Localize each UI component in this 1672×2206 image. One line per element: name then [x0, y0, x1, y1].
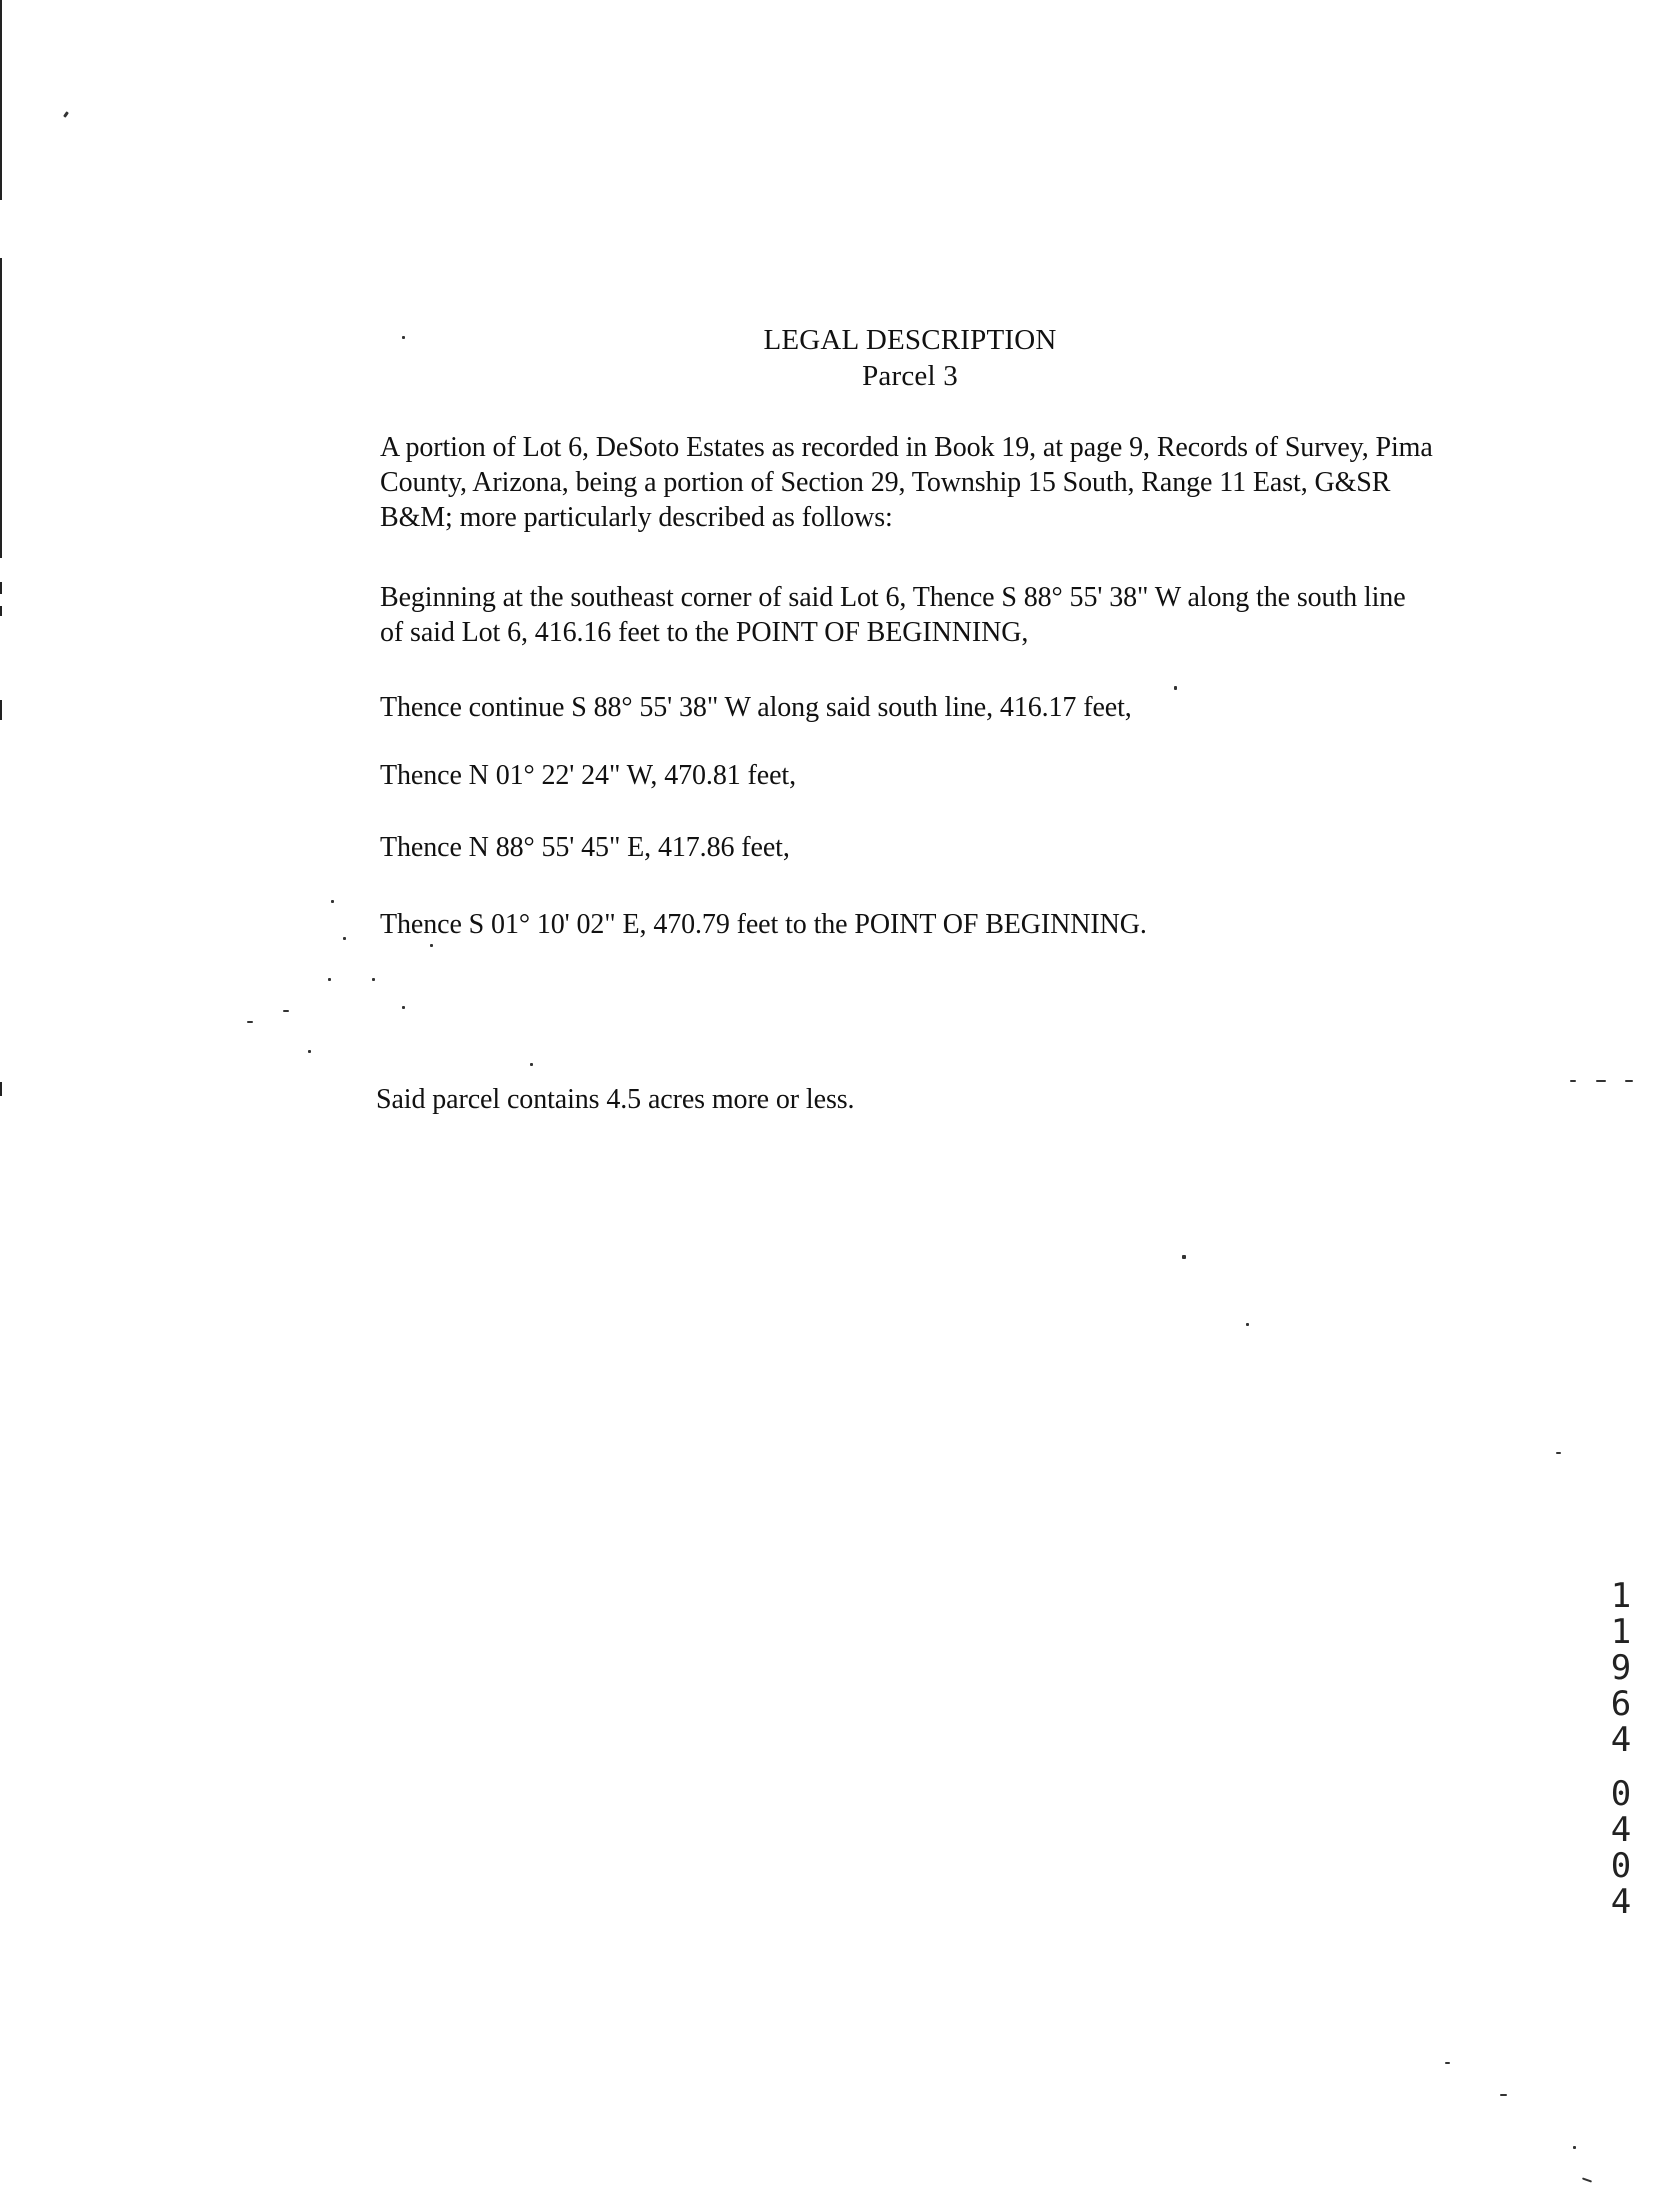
scan-speck: [328, 978, 331, 981]
recording-digit: 0: [1610, 1774, 1632, 1814]
area-statement: Said parcel contains 4.5 acres more or less.: [376, 1084, 855, 1115]
scan-speck: [1582, 2177, 1592, 2182]
scan-speck: [430, 944, 433, 947]
recording-digit: 4: [1610, 1720, 1632, 1760]
scan-speck: [1182, 1255, 1186, 1259]
scan-speck: [308, 1050, 311, 1053]
course-1: Thence continue S 88° 55' 38" W along said south line, 416.17 feet,: [380, 692, 1132, 723]
course-4: Thence S 01° 10' 02" E, 470.79 feet to the POINT OF BEGINNING.: [380, 909, 1147, 940]
scan-speck: [1625, 1080, 1633, 1082]
scan-speck: [1596, 1080, 1606, 1082]
scan-speck: [63, 111, 69, 118]
recording-digit: 0: [1610, 1846, 1632, 1886]
beginning-paragraph: Beginning at the southeast corner of said Lot 6, Thence S 88° 55' 38" W along the south line of said Lot 6, 416.16 feet to the POINT OF BEGINNING,: [380, 582, 1406, 648]
course-3: Thence N 88° 55' 45" E, 417.86 feet,: [380, 832, 790, 863]
scan-speck: [402, 1006, 405, 1009]
scan-speck: [1174, 686, 1177, 690]
recording-digit: 6: [1610, 1684, 1632, 1724]
recording-digit: 1: [1610, 1576, 1632, 1616]
parcel-label: Parcel 3: [862, 360, 958, 392]
recording-digit: 9: [1610, 1648, 1632, 1688]
document-heading: [700, 322, 1120, 394]
recording-number-stamp: [1608, 1578, 1634, 1920]
course-2: Thence N 01° 22' 24" W, 470.81 feet,: [380, 760, 796, 791]
scan-speck: [331, 900, 334, 903]
scan-speck: [530, 1063, 533, 1066]
scan-speck: [372, 978, 375, 981]
intro-paragraph: A portion of Lot 6, DeSoto Estates as recorded in Book 19, at page 9, Records of Survey, Pima County, Arizona, being a portion of Section 29, Township 15 South, Range 11 East, G&SR B&M; more particularly described as follows:: [380, 432, 1433, 533]
binding-edge-mark: [0, 1082, 2, 1096]
binding-edge-mark: [0, 606, 2, 616]
scan-speck: [1570, 1080, 1576, 1082]
recording-digit: 1: [1610, 1612, 1632, 1652]
binding-edge-mark: [0, 582, 2, 594]
scan-speck: [247, 1021, 253, 1023]
scan-speck: [1573, 2146, 1576, 2149]
recording-digit: 4: [1610, 1810, 1632, 1850]
binding-edge-mark: [0, 258, 2, 558]
scan-speck: [1556, 1452, 1561, 1454]
scan-speck: [343, 937, 346, 940]
document-title: LEGAL DESCRIPTION: [763, 324, 1057, 356]
scan-speck: [1500, 2094, 1507, 2096]
recording-digit: 4: [1610, 1882, 1632, 1922]
scan-speck: [1246, 1323, 1249, 1326]
binding-edge-mark: [0, 700, 2, 720]
scan-speck: [283, 1010, 289, 1012]
binding-edge-mark: [0, 0, 2, 200]
scan-speck: [402, 336, 405, 339]
scan-speck: [1445, 2062, 1450, 2064]
